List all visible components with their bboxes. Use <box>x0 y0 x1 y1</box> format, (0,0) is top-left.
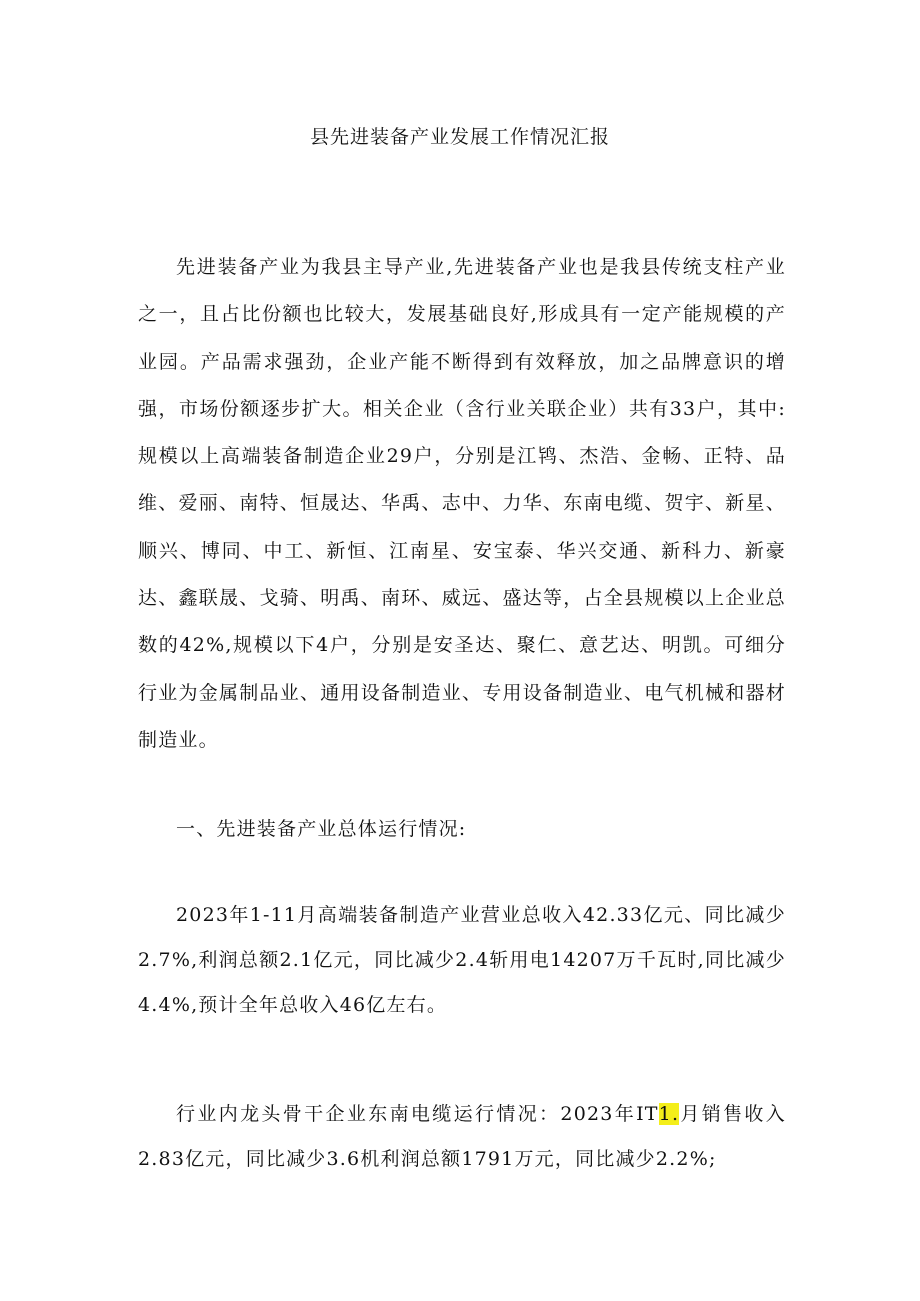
leading-enterprise-paragraph <box>138 1092 786 1182</box>
intro-paragraph: 先进装备产业为我县主导产业,先进装备产业也是我县传统支柱产业之一，且占比份额也比较大，发展基础良好,形成具有一定产能规模的产业园。产品需求强劲，企业产能不断得到有效释放，加之品牌意识的增强，市场份额逐步扩大。相关企业（含行业关联企业）共有33户，其中:规模以上高端装备制造企业29户，分别是江鸨、杰浩、金畅、正特、品维、爱丽、南特、恒晟达、华禹、志中、力华、东南电缆、贺宇、新星、顺兴、博同、中工、新恒、江南星、安宝泰、华兴交通、新科力、新豪达、鑫联晟、戈骑、明禹、南环、威远、盛达等，占全县规模以上企业总数的42%,规模以下4户，分别是安圣达、聚仁、意艺达、明凯。可细分行业为金属制品业、通用设备制造业、专用设备制造业、电气机械和器材制造业。 <box>138 256 786 751</box>
section-heading: 一、先进装备产业总体运行情况: <box>176 818 467 840</box>
document-title: 县先进装备产业发展工作情况汇报 <box>309 126 610 148</box>
leader-text-before: 行业内龙头骨干企业东南电缆运行情况：2023年IT <box>176 1103 659 1125</box>
leader-text-after: 月销售收入2.83亿元，同比减少3.6机利润总额1791万元，同比减少2.2%; <box>138 1103 786 1170</box>
highlighted-text: 1. <box>658 1103 680 1125</box>
overall-operation-paragraph: 2023年1-11月高端装备制造产业营业总收入42.33亿元、同比减少2.7%,利润总额2.1亿元，同比减少2.4斩用电14207万千瓦时,同比减少4.4%,预计全年总收入46亿左右。 <box>138 904 786 1016</box>
